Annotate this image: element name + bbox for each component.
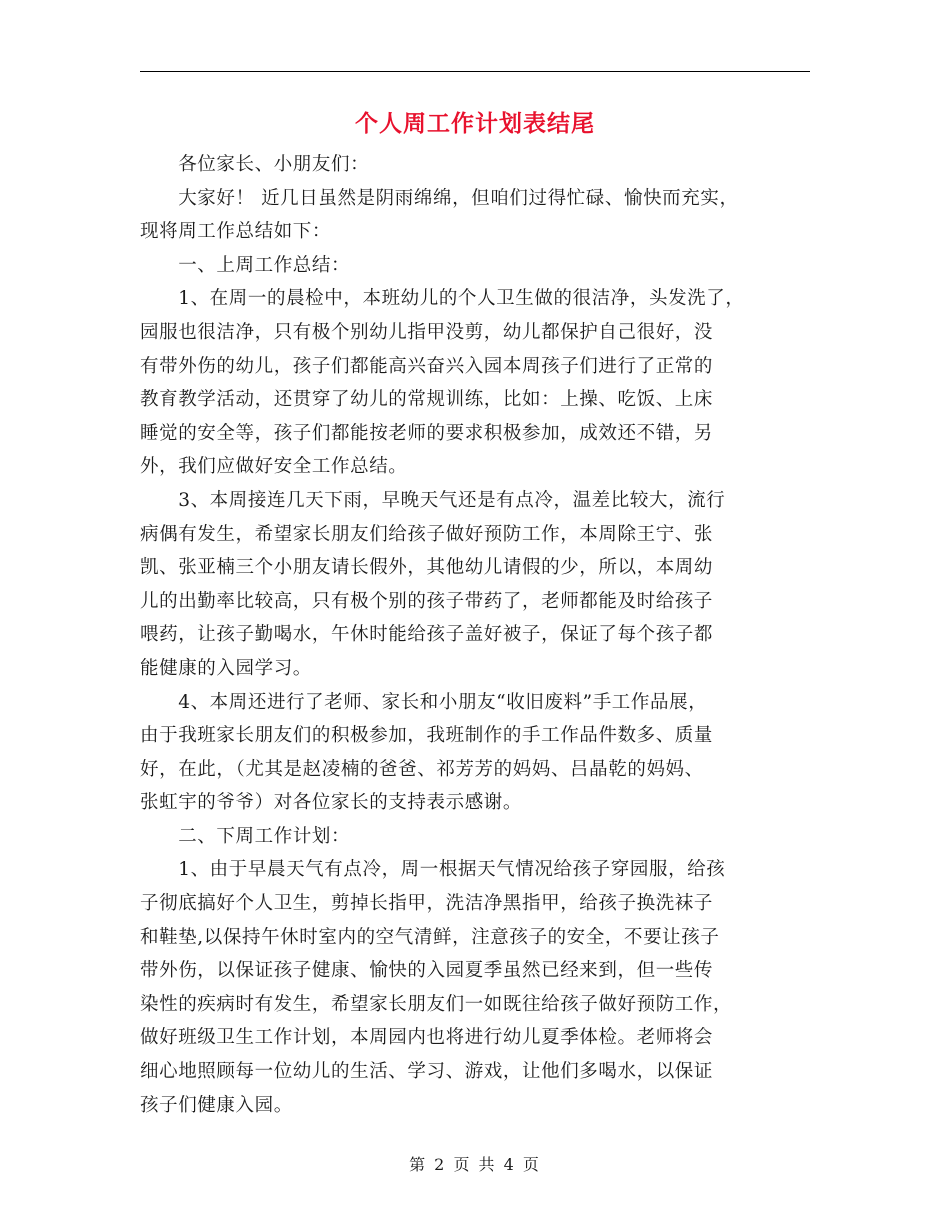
page-number-footer: 第 2 页 共 4 页 — [409, 1155, 541, 1174]
text-line: 二、下周工作计划： — [140, 825, 351, 847]
text-line: 张虹宇的爷爷）对各位家长的支持表示感谢。 — [140, 792, 523, 814]
document-body — [140, 148, 812, 1122]
text-line: 睡觉的安全等，孩子们都能按老师的要求积极参加，成效还不错，另 — [140, 422, 714, 444]
text-line: 外，我们应做好安全工作总结。 — [140, 456, 408, 478]
text-line: 4、本周还进行了老师、家长和小朋友“收旧废料”手工作品展， — [140, 691, 708, 713]
text-line: 做好班级卫生工作计划，本周园内也将进行幼儿夏季体检。老师将会 — [140, 1027, 714, 1049]
text-line: 由于我班家长朋友们的积极参加，我班制作的手工作品件数多、质量 — [140, 725, 714, 747]
text-line: 有带外伤的幼儿，孩子们都能高兴奋兴入园本周孩子们进行了正常的 — [140, 355, 714, 377]
text-line: 1、在周一的晨检中，本班幼儿的个人卫生做的很洁净，头发洗了， — [140, 288, 745, 310]
text-line: 细心地照顾每一位幼儿的生活、学习、游戏，让他们多喝水，以保证 — [140, 1061, 714, 1083]
text-line: 好，在此，（尤其是赵凌楠的爸爸、祁芳芳的妈妈、吕晶乾的妈妈、 — [140, 758, 704, 780]
text-line: 喂药，让孩子勤喝水，午休时能给孩子盖好被子，保证了每个孩子都 — [140, 624, 714, 646]
text-line: 教育教学活动，还贯穿了幼儿的常规训练，比如：上操、吃饭、上床 — [140, 389, 714, 411]
text-line: 3、本周接连几天下雨，早晚天气还是有点冷，温差比较大，流行 — [140, 489, 726, 511]
text-line: 和鞋垫,以保持午休时室内的空气清鲜，注意孩子的安全，不要让孩子 — [140, 926, 720, 948]
document-title: 个人周工作计划表结尾 — [355, 110, 595, 137]
text-line: 孩子们健康入园。 — [140, 1094, 293, 1116]
text-line: 大家好！ 近几日虽然是阴雨绵绵，但咱们过得忙碌、愉快而充实， — [140, 187, 739, 209]
text-line: 子彻底搞好个人卫生，剪掉长指甲，洗洁净黑指甲，给孩子换洗袜子 — [140, 893, 714, 915]
text-line: 1、由于早晨天气有点冷，周一根据天气情况给孩子穿园服，给孩 — [140, 859, 726, 881]
text-line: 凯、张亚楠三个小朋友请长假外，其他幼儿请假的少，所以，本周幼 — [140, 557, 714, 579]
text-line: 病偶有发生，希望家长朋友们给孩子做好预防工作，本周除王宁、张 — [140, 523, 714, 545]
text-line: 带外伤，以保证孩子健康、愉快的入园夏季虽然已经来到，但一些传 — [140, 960, 714, 982]
text-line: 一、上周工作总结： — [140, 254, 351, 276]
text-line: 能健康的入园学习。 — [140, 657, 312, 679]
text-line: 儿的出勤率比较高，只有极个别的孩子带药了，老师都能及时给孩子 — [140, 590, 714, 612]
text-line: 园服也很洁净，只有极个别幼儿指甲没剪，幼儿都保护自己很好，没 — [140, 321, 714, 343]
text-line: 各位家长、小朋友们： — [140, 154, 370, 175]
text-line: 现将周工作总结如下： — [140, 221, 332, 243]
header-rule — [140, 71, 810, 72]
text-line: 染性的疾病时有发生，希望家长朋友们一如既往给孩子做好预防工作， — [140, 993, 733, 1015]
